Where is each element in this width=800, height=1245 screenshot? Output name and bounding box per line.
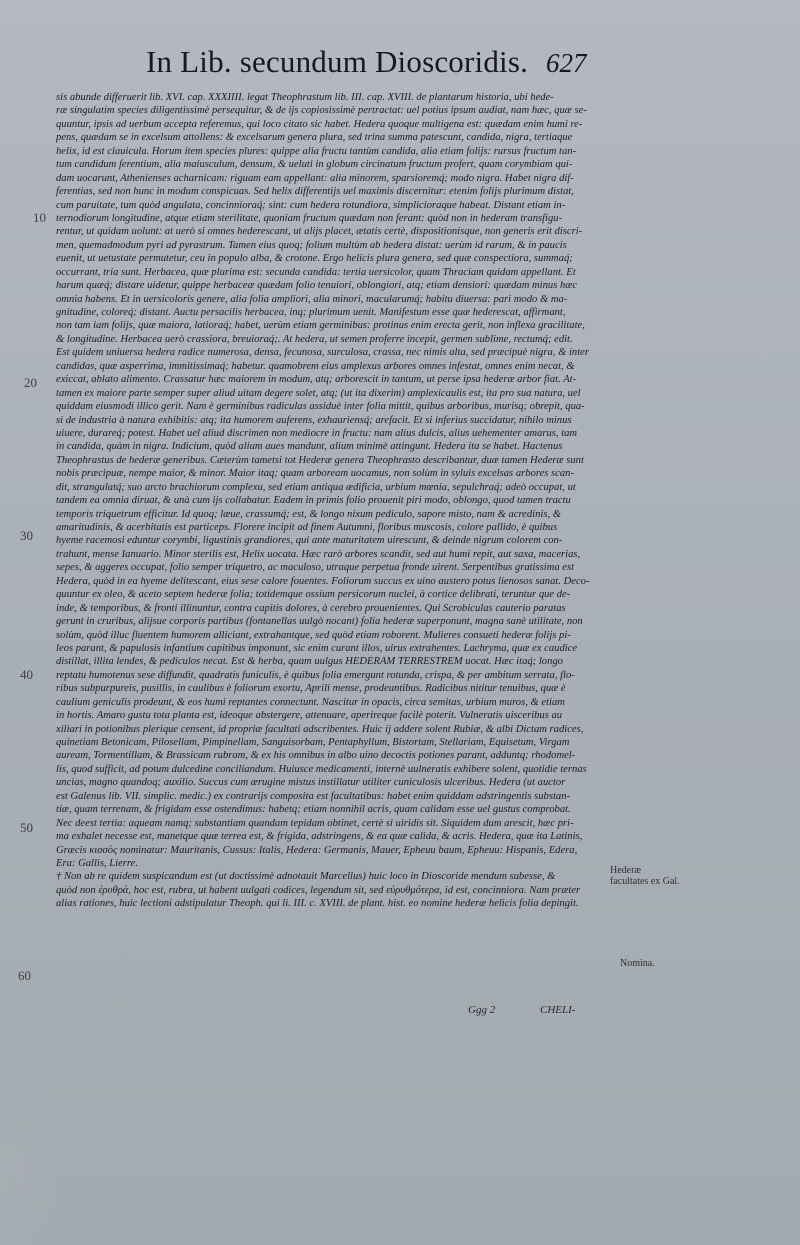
text-line: lis, quod sufficit, ad potum dulcedine conciliandum. Huiusce medicamenti, internè uulneratis exhibere solent, quotidie ternas	[56, 763, 587, 775]
margin-line-number: 50	[20, 820, 33, 835]
text-line: candidas, quæ asperrima, immitissimaq́; habetur. quamobrem eius amplexus arbores omnes infestat, omnes enim necat, &	[56, 360, 575, 372]
text-line: exiccat, ablato alimento. Crassatur hæc maiorem in modum, atq; arborescit in tantum, ut perse ipsa hederæ arbor fiat. At-	[56, 374, 577, 386]
paper-stain	[0, 1080, 60, 1245]
text-line: Nec deest tertia: aqueam namq; substantiam quandam tepidam obtinet, certè si uiridis sit. Siquidem dum arescit, hæc pri-	[56, 817, 574, 829]
text-line: quiddam eiusmodi illico gerit. Nam è germinibus radiculas assiduè inter folia mittit, quibus arboribus, murisq; obrepit, qua-	[56, 401, 585, 413]
text-line: ferentias, sed non hunc in modum conspicuas. Sed helix differentijs uel maximis discernitur: etenim folijs plurimum distat,	[56, 186, 574, 198]
text-line: si de industria à natura exhibitis: atq; ita humorem auferens, exhauriensq́; arefacit. Et si inferius succidatur, nihilo minus	[56, 414, 572, 426]
text-line: cum paruitate, tum quòd angulata, concinnioraq́; sint: cum hedera rotundiora, simplicioraque habeat. Distant etiam in-	[56, 199, 566, 211]
text-line: est Galenus lib. VII. simplic. medic.) ex contrarijs composita est facultatibus: habet enim quiddam adstringentis substan-	[56, 790, 571, 802]
signature-mark: Ggg 2	[468, 1004, 496, 1016]
sidenote-facultates: Hederæ facultates ex Gal.	[610, 865, 680, 887]
text-line: solùm, quòd illuc fluentem humorem alliciant, extrahantque, sed quòd etiam roborent. Mulieres consueti hederæ folijs pi-	[56, 629, 571, 641]
margin-line-number: 60	[18, 968, 31, 983]
text-line: uiuere, durareq́; potest. Habet uel aliud discrimen non mediocre in fructu: nam alius dulcis, alius uehementer amarus, tam	[56, 427, 578, 439]
text-line: nobis præcipuæ, nempe maior, & minor. Maior itaq; quam arboream uocamus, non solùm in syluis excelsas arbores scan-	[56, 468, 574, 480]
text-line: auream, Tormentillam, & Brassicam rubram, & ex his omnibus in albo uino decoctis potiones parant, adduntq; rhodomel-	[56, 750, 576, 762]
text-line: inde, & temporibus, & fronti illinuntur, contra capitis dolores, à cerebro prouenientes. Qui Scrobiculas cauterio paratas	[56, 602, 566, 614]
text-line: Græcis κισσὸς nominatur: Mauritanis, Cussus: Italis, Hedera: Germanis, Mauer, Epheuu baum, Epheuu: Hispanis, Edera,	[56, 844, 578, 856]
text-line: harum quæq́; distare uidetur, quippe herbaceæ quædam folio tenuiori, oblongiori, atq; etiam densiori: quædam minus hæc	[56, 280, 578, 292]
sidenote-nomina: Nomina.	[620, 958, 655, 969]
text-line: & longitudine. Herbacea uerò crassiora, breuioraq́;. At hedera, ut semen proferre incepit, germen sublime, rectumq́; edit.	[56, 333, 573, 345]
text-line: tamen ex maiore parte semper super aliud uitam degere solet, atq; (ut ita dixerim) amplexicaulis est, ita pro sua natura, uel	[56, 387, 581, 399]
text-line: Era: Gallis, Lierre.	[56, 857, 139, 869]
text-line: in candida, quàm in nigra. Indicium, quòd alium aues mandunt, alium minimè attingunt. Hedera ita se habet. Hactenus	[56, 441, 563, 453]
margin-line-number: 20	[24, 375, 37, 390]
text-line: leos parant, & papulosis infantium capitibus imponunt, sic enim curant illos, uirus extrahentes. Lachryma, quæ ex caudice	[56, 642, 578, 654]
text-line: Est quidem uniuersa hedera radice numerosa, densa, fecunosa, surculosa, crassa, nec nimis alta, sed præcipuè nigra, & inter	[56, 347, 589, 359]
text-line: tiæ, quam terrenam, & frigidam esse ostendimus: habetq; etiam nonnihil acris, quam calidam esse uel gustus comprobat.	[56, 804, 571, 816]
text-line: in hortis. Amaro gustu tota planta est, ideoque abstergere, attenuare, aperireque facilè poterit. Vulneratis uisceribus au	[56, 710, 563, 722]
text-line: Hedera, quòd in ea hyeme delitescant, eius sese calore fouentes. Foliorum succus ex uino austero potus lienosos sanat. Deco-	[56, 575, 590, 587]
text-line: temporis triquetrum efficitur. Id quoq; læue, crassumq́; est, & longo nixum pediculo, sapore misto, nam & acredinis, &	[56, 508, 562, 520]
text-line: ribus subpurpureis, pusillis, in caulibus è foliorum exortu, Aprili mense, prodeuntibus. Radicibus nititur tenuibus, quæ è	[56, 683, 566, 695]
text-line: xiliari in potionibus plerique censent, id propriæ facultati adscribentes. Huic ij addere solent Rubiæ, & albi Dictam radices,	[56, 723, 584, 735]
text-line: reptatu humotenus sese diffundit, quadratis funiculis, è quibus folia emergunt rotunda, crispa, & per ambitum serrata, flo-	[56, 669, 575, 681]
catchword: CHELI-	[540, 1004, 576, 1016]
running-title: In Lib. secundum Dioscoridis.	[146, 44, 529, 79]
margin-line-number: 30	[20, 528, 33, 543]
text-line: distillat, illita lendes, & pediculos necat. Est & herba, quam uulgus HEDERAM TERRESTREM uocat. Hæc itaq́; longo	[56, 656, 563, 668]
text-line: dam uocarunt, Athenienses acharnicam: riguam eam appellant: alia minorem, sparsioremq́; modo nigra. Habet nigra dif-	[56, 172, 574, 184]
text-line: † Non ab re quidem suspicandum est (ut doctissimè adnotauit Marcellus) huic loco in Dioscoride mendum subesse, &	[56, 871, 556, 883]
text-line: quinetiam Betonicam, Pilosellam, Pimpinellam, Sanguisorbam, Pentaphyllum, Bistortam, Stellariam, Equisetum, Virgam	[56, 737, 570, 748]
text-line: quòd non ἐρυθρὰ, hoc est, rubra, ut habent uulgati codices, legendum sit, sed εὐρυθμότερα, id est, concinniora. Nam præter	[56, 884, 581, 896]
text-line: alias rationes, huic lectioni adstipulatur Theoph. qui li. III. c. XVIII. de plant. hist. eo nomine hederæ helicis folia depingit.	[56, 898, 579, 910]
text-line: euenit, ut uetustate permutetur, ceu in populo alba, & crotone. Ergo helicis plura genera, sed quæ conspectiora, summaq́;	[56, 253, 573, 265]
text-line: men, quemadmodum pyri ad pyrastrum. Tamen eius quoq; folium multùm ab hedera distat: uerùm id rarum, & in paucis	[56, 239, 567, 251]
text-line: rentur, ut quidam uolunt: at uerò si omnes hederescant, ut alijs placet, ætatis certè, dispositionisque, non generis erit discri-	[56, 226, 583, 238]
text-line: omnia habens. Et in uersicoloris genere, alia folia ampliori, alia minori, macularumq́; habitu diuersa: pari modo & ma-	[56, 293, 568, 305]
text-line: ræ singulatim species diligentissimè persequitur, & de ijs copiosissimè pertractat: uel potius ipsum audiat, nam hæc, quæ se-	[56, 105, 587, 117]
commentary-text-column	[56, 91, 600, 911]
margin-line-number: 10	[33, 210, 46, 225]
text-line: occurrant, tria sunt. Herbacea, quæ plurima est: secunda candida: tertia uersicolor, quam Thraciam quidam appellant. Et	[56, 266, 576, 278]
text-line: hyeme racemosi eduntur corymbi, ligustinis grandiores, qui ante maturitatem uirescunt, & deinde nigrum colorem con-	[56, 535, 563, 547]
text-line: quuntur, ipsis ad uerbum accepta referemus, qui loco citato sic habet. Hedera quoque multigena est: quædam enim humi re-	[56, 118, 583, 130]
text-line: tandem ea omnia diruat, & unà cum ijs collabatur. Eadem in primis folio prouenit piri modo, oblongo, quod tamen tractu	[56, 495, 571, 507]
running-head	[0, 44, 800, 94]
margin-line-number: 40	[20, 667, 33, 682]
text-line: tum candidum ferentium, alia maiusculum, densum, & ueluti in globum circinatum fructum profert, quam corymbiam qui-	[56, 159, 573, 171]
text-line: trahunt, mense Ianuario. Minor sterilis est, Helix uocata. Hæc rarò arbores scandit, sed aut humi repit, aut saxa, macerias,	[56, 548, 581, 560]
text-line: amaritudinis, & acerbitatis est particeps. Florere incipit ad finem Autumni, floribus muscosis, colore pallido, è quibus	[56, 522, 558, 533]
text-line: sis abunde differuerit lib. XVI. cap. XXXIIII. legat Theophrastum lib. III. cap. XVIII. de plantarum historia, ubi hede-	[56, 92, 554, 103]
text-line: sepes, & aggeres occupat, folio semper triquetro, ac maculoso, utraque perpetua fronde uirent. Serpentibus gratissima est	[56, 562, 575, 574]
text-line: Theophrastus de hederæ generibus. Cæterùm tametsi tot Hederæ genera Theophrasto describantur, duæ tamen Hederæ sunt	[56, 454, 584, 466]
text-line: dit, strangulatq́; suo arcto brachiorum complexu, sed etiam antiqua ædificia, urbium mœnia, sepulchraq́; adeò occupat, ut	[56, 481, 576, 493]
text-line: ternodiorum longitudine, atque etiam sterilitate, quoniam fructum quædam non ferant: quòd non in hederam transfigu-	[56, 212, 563, 224]
text-line: non tam iam folijs, quæ maiora, latioraq́; habet, uerùm etiam germinibus: protinus enim erecta gerit, non inflexa gracilitate,	[56, 320, 585, 332]
text-line: caulium geniculis prodeunt, & eos humi reptantes connectunt. Nascitur in opacis, circa semitas, urbium muros, & etiam	[56, 696, 565, 708]
text-line: uncias, magno quandoq; auxilio. Succus cum ærugine mistus instillatur utiliter cuniculosis ulceribus. Hedera (ut auctor	[56, 777, 566, 789]
page-number: 627	[546, 48, 587, 78]
text-line: helix, id est clauicula. Horum item species plures: quippe alia fructu tantùm candida, alia etiam folijs: rursus fructum tan-	[56, 145, 577, 157]
text-line: quuntur ex oleo, & aceto septem hederæ folia; totidemque ossium persicorum nuclei, à cortice delibrati, teruntur que de-	[56, 589, 571, 601]
text-line: ma exhalet necesse est, manetque quæ terrea est, & frigida, adstringens, & ea quæ calida, & acris. Hedera, quæ ita Latinis,	[56, 831, 583, 843]
text-line: gnitudine, coloreq́; distant. Auctu persacilis herbacea, inq; plurimum uenit. Manifestum esse quæ hederescat, affirmant,	[56, 307, 566, 318]
text-line: gerunt in cruribus, alijsue corporis partibus (fontanellas uulgò nocant) folia hederæ superponunt, magna sanè utilitate, non	[56, 616, 583, 628]
text-line: pens, quædam se in excelsum attollens: & excelsarum genera plura, sed trina summa patescunt, candida, nigra, tertiaque	[56, 132, 573, 144]
